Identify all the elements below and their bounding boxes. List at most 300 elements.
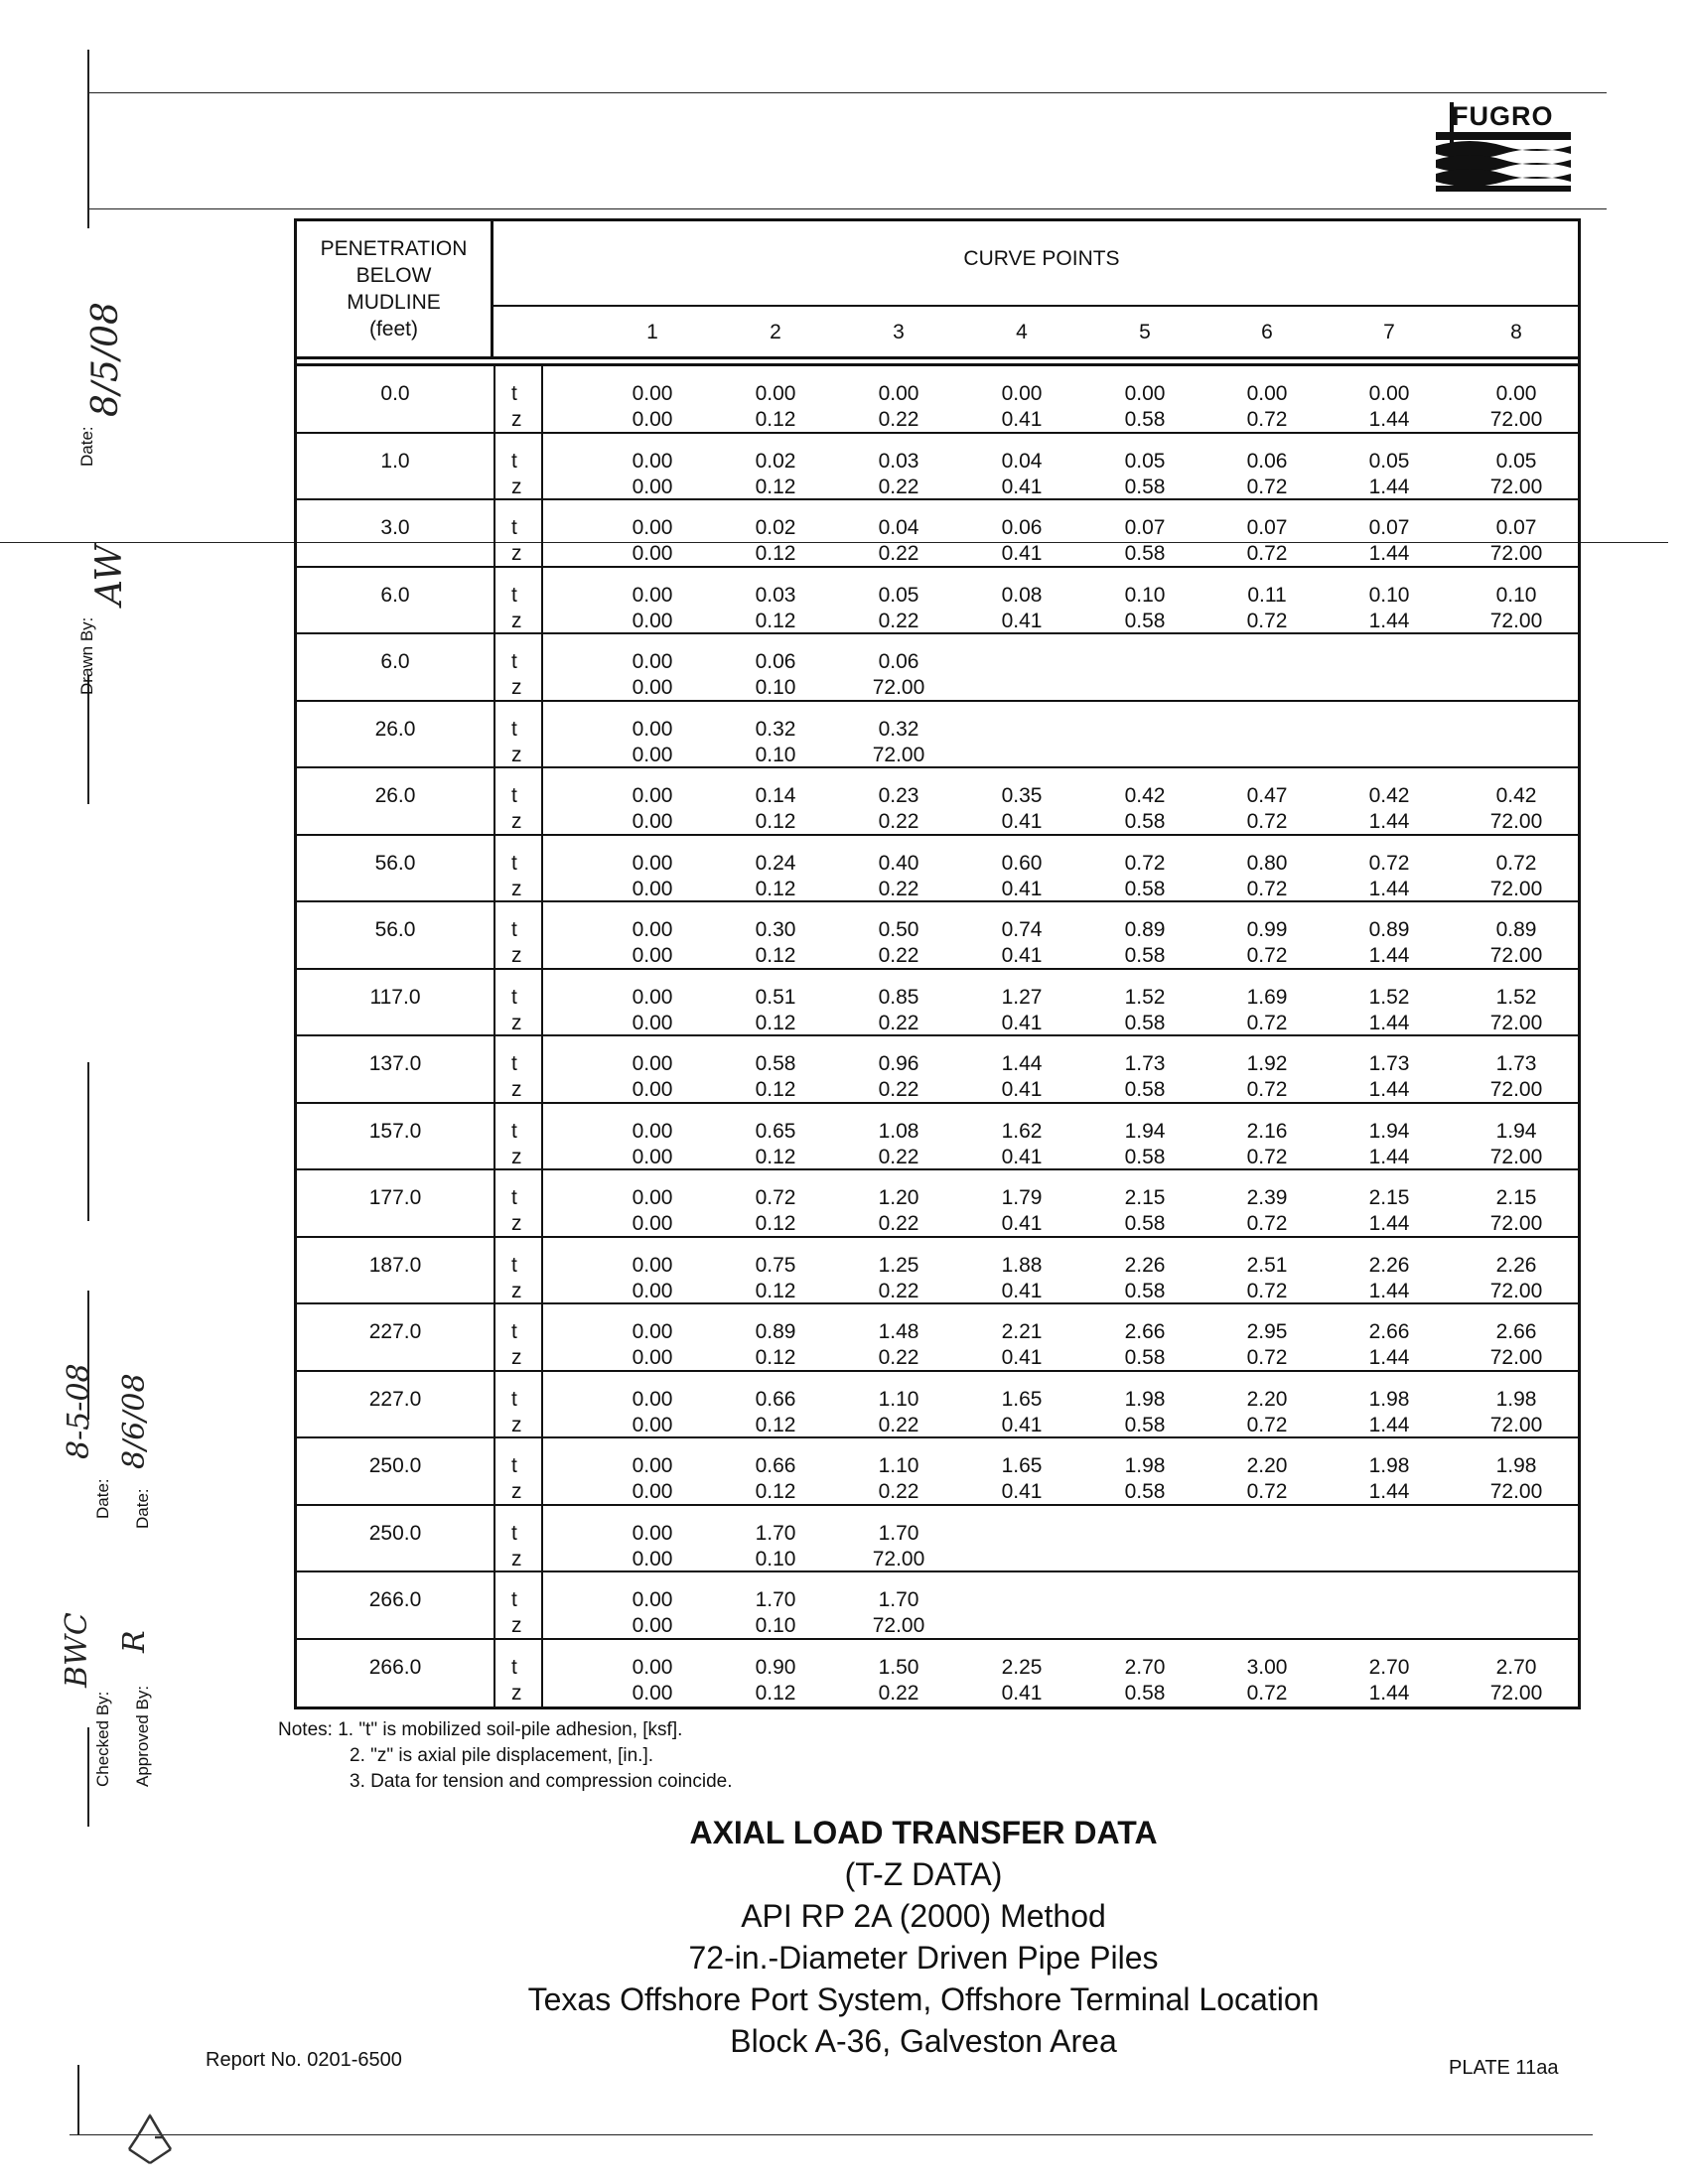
z-label: z — [511, 743, 522, 766]
t-value-cell: 2.66 — [1368, 1320, 1410, 1343]
t-value-cell: 1.10 — [878, 1454, 919, 1477]
title-line: Texas Offshore Port System, Offshore Terminal Location — [527, 1981, 1320, 2017]
z-value-cell: 72.00 — [872, 676, 925, 699]
z-value-cell: 0.58 — [1124, 944, 1166, 967]
z-label: z — [511, 475, 522, 498]
z-value-cell: 0.00 — [632, 1480, 673, 1503]
t-value-cell: 0.74 — [1001, 918, 1043, 941]
z-label: z — [511, 609, 522, 632]
penetration-value: 227.0 — [368, 1387, 422, 1411]
t-label: t — [511, 1119, 517, 1143]
title-line: (T-Z DATA) — [844, 1856, 1003, 1892]
point-number: 6 — [1261, 321, 1273, 343]
z-value-cell: 0.12 — [755, 475, 796, 498]
t-value-cell: 0.00 — [1495, 382, 1537, 405]
z-value-cell: 0.58 — [1124, 1279, 1166, 1302]
table-row — [297, 768, 1578, 836]
t-value-cell: 1.52 — [1124, 985, 1166, 1009]
t-value-cell: 0.00 — [632, 1119, 673, 1143]
z-label: z — [511, 1212, 522, 1235]
z-value-cell: 1.44 — [1368, 1279, 1410, 1302]
header-rule — [87, 208, 1607, 209]
t-label: t — [511, 1387, 517, 1411]
t-value-cell: 0.00 — [632, 1454, 673, 1477]
t-value-cell: 0.65 — [755, 1119, 796, 1143]
z-value-cell: 0.12 — [755, 609, 796, 632]
z-value-cell: 72.00 — [1489, 1212, 1543, 1235]
z-value-cell: 0.10 — [755, 1547, 796, 1570]
t-value-cell: 0.66 — [755, 1387, 796, 1411]
notes — [278, 1717, 733, 1795]
z-value-cell: 0.72 — [1246, 542, 1288, 565]
t-value-cell: 1.27 — [1001, 985, 1043, 1009]
z-value-cell: 72.00 — [1489, 1078, 1543, 1101]
z-value-cell: 1.44 — [1368, 609, 1410, 632]
t-label: t — [511, 985, 517, 1009]
z-value-cell: 0.10 — [755, 1614, 796, 1637]
t-value-cell: 0.72 — [1495, 851, 1537, 875]
z-value-cell: 72.00 — [1489, 609, 1543, 632]
t-value-cell: 0.03 — [755, 583, 796, 607]
z-value-cell: 0.12 — [755, 1480, 796, 1503]
t-value-cell: 0.04 — [1001, 449, 1043, 473]
z-value-cell: 0.72 — [1246, 1681, 1288, 1705]
z-value-cell: 1.44 — [1368, 1346, 1410, 1369]
penetration-value: 6.0 — [380, 650, 410, 673]
z-value-cell: 0.58 — [1124, 1413, 1166, 1436]
curve-points-header: CURVE POINTS — [963, 247, 1120, 270]
z-label: z — [511, 1078, 522, 1101]
t-value-cell: 2.26 — [1124, 1253, 1166, 1277]
point-number: 8 — [1510, 321, 1522, 343]
t-label: t — [511, 583, 517, 607]
margin-line-5 — [87, 1727, 89, 1827]
z-value-cell: 0.41 — [1001, 1279, 1043, 1302]
t-value-cell: 0.00 — [632, 1052, 673, 1075]
title-line: API RP 2A (2000) Method — [741, 1898, 1106, 1934]
table-row — [297, 902, 1578, 970]
z-value-cell: 0.58 — [1124, 475, 1166, 498]
z-value-cell: 0.41 — [1001, 1011, 1043, 1034]
margin-line-1 — [87, 50, 89, 228]
t-value-cell: 0.89 — [1495, 918, 1537, 941]
point-number: 4 — [1016, 321, 1028, 343]
z-value-cell: 0.58 — [1124, 1681, 1166, 1705]
z-value-cell: 1.44 — [1368, 542, 1410, 565]
penetration-value: 266.0 — [368, 1588, 422, 1611]
z-value-cell: 1.44 — [1368, 944, 1410, 967]
z-value-cell: 0.22 — [878, 1279, 919, 1302]
t-value-cell: 0.72 — [1124, 851, 1166, 875]
z-value-cell: 1.44 — [1368, 1145, 1410, 1168]
z-value-cell: 0.41 — [1001, 1681, 1043, 1705]
z-value-cell: 0.12 — [755, 944, 796, 967]
z-value-cell: 0.22 — [878, 810, 919, 833]
z-value-cell: 72.00 — [1489, 944, 1543, 967]
t-value-cell: 0.04 — [878, 516, 919, 539]
t-value-cell: 0.00 — [632, 717, 673, 741]
t-value-cell: 1.44 — [1001, 1052, 1043, 1075]
penetration-value: 3.0 — [380, 516, 410, 539]
t-value-cell: 2.21 — [1001, 1320, 1043, 1343]
z-label: z — [511, 542, 522, 565]
z-value-cell: 1.44 — [1368, 1078, 1410, 1101]
z-value-cell: 1.44 — [1368, 1413, 1410, 1436]
t-value-cell: 2.70 — [1124, 1655, 1166, 1679]
t-value-cell: 0.00 — [632, 650, 673, 673]
penetration-header-line: (feet) — [368, 318, 418, 341]
z-value-cell: 0.72 — [1246, 408, 1288, 431]
t-value-cell: 0.07 — [1495, 516, 1537, 539]
z-value-cell: 0.41 — [1001, 1078, 1043, 1101]
t-value-cell: 0.75 — [755, 1253, 796, 1277]
z-value-cell: 0.72 — [1246, 1078, 1288, 1101]
z-value-cell: 0.12 — [755, 408, 796, 431]
z-value-cell: 0.41 — [1001, 1413, 1043, 1436]
t-value-cell: 2.51 — [1246, 1253, 1288, 1277]
table-row — [297, 1104, 1578, 1171]
note-1: Notes: 1. "t" is mobilized soil-pile adhesion, [ksf]. — [278, 1719, 683, 1740]
z-value-cell: 0.00 — [632, 1279, 673, 1302]
t-label: t — [511, 650, 517, 673]
z-value-cell: 72.00 — [872, 1614, 925, 1637]
t-value-cell: 0.23 — [878, 784, 919, 807]
t-value-cell: 1.52 — [1368, 985, 1410, 1009]
t-value-cell: 0.42 — [1124, 784, 1166, 807]
margin-line-3 — [87, 1062, 89, 1221]
t-value-cell: 2.15 — [1495, 1186, 1537, 1209]
z-value-cell: 1.44 — [1368, 475, 1410, 498]
t-value-cell: 0.30 — [755, 918, 796, 941]
checked-by-label: Checked By: — [93, 1691, 112, 1787]
t-label: t — [511, 449, 517, 473]
t-value-cell: 0.05 — [1368, 449, 1410, 473]
z-value-cell: 0.72 — [1246, 1346, 1288, 1369]
t-value-cell: 1.73 — [1124, 1052, 1166, 1075]
t-value-cell: 1.73 — [1368, 1052, 1410, 1075]
t-value-cell: 0.42 — [1368, 784, 1410, 807]
z-label: z — [511, 877, 522, 900]
t-value-cell: 0.00 — [632, 918, 673, 941]
table-row — [297, 1438, 1578, 1506]
t-value-cell: 0.42 — [1495, 784, 1537, 807]
t-value-cell: 0.06 — [755, 650, 796, 673]
z-value-cell: 0.22 — [878, 1346, 919, 1369]
z-label: z — [511, 1480, 522, 1503]
t-label: t — [511, 1521, 517, 1545]
t-label: t — [511, 918, 517, 941]
t-value-cell: 1.70 — [878, 1521, 919, 1545]
t-value-cell: 1.65 — [1001, 1454, 1043, 1477]
penetration-header-line: BELOW — [355, 264, 432, 287]
penetration-value: 266.0 — [368, 1655, 422, 1679]
t-value-cell: 0.03 — [878, 449, 919, 473]
t-label: t — [511, 1320, 517, 1343]
t-value-cell: 1.79 — [1001, 1186, 1043, 1209]
z-value-cell: 0.58 — [1124, 1346, 1166, 1369]
t-value-cell: 0.80 — [1246, 851, 1288, 875]
z-value-cell: 0.41 — [1001, 810, 1043, 833]
date-signature-low: 8/6/08 — [117, 1373, 152, 1469]
z-value-cell: 0.00 — [632, 877, 673, 900]
t-value-cell: 2.66 — [1495, 1320, 1537, 1343]
header-divider — [494, 305, 1578, 307]
t-value-cell: 0.00 — [632, 1320, 673, 1343]
z-value-cell: 0.12 — [755, 1078, 796, 1101]
z-value-cell: 0.22 — [878, 1681, 919, 1705]
t-value-cell: 0.00 — [1368, 382, 1410, 405]
t-value-cell: 1.25 — [878, 1253, 919, 1277]
t-value-cell: 0.58 — [755, 1052, 796, 1075]
t-value-cell: 2.70 — [1495, 1655, 1537, 1679]
table-row — [297, 970, 1578, 1037]
t-value-cell: 0.00 — [632, 1253, 673, 1277]
z-value-cell: 0.10 — [755, 743, 796, 766]
penetration-value: 157.0 — [368, 1119, 422, 1143]
z-value-cell: 72.00 — [1489, 810, 1543, 833]
z-value-cell: 1.44 — [1368, 1212, 1410, 1235]
z-label: z — [511, 944, 522, 967]
z-value-cell: 1.44 — [1368, 877, 1410, 900]
t-value-cell: 0.00 — [632, 985, 673, 1009]
t-label: t — [511, 1253, 517, 1277]
t-value-cell: 1.70 — [755, 1521, 796, 1545]
table-row — [297, 1640, 1578, 1707]
t-value-cell: 0.66 — [755, 1454, 796, 1477]
t-value-cell: 2.70 — [1368, 1655, 1410, 1679]
t-value-cell: 0.85 — [878, 985, 919, 1009]
t-label: t — [511, 717, 517, 741]
date-signature-mid: 8-5-08 — [62, 1363, 96, 1459]
t-value-cell: 0.00 — [632, 583, 673, 607]
penetration-value: 56.0 — [374, 918, 416, 941]
z-value-cell: 0.22 — [878, 1413, 919, 1436]
z-value-cell: 0.12 — [755, 542, 796, 565]
z-value-cell: 0.58 — [1124, 1145, 1166, 1168]
t-label: t — [511, 851, 517, 875]
table-row — [297, 1238, 1578, 1305]
z-value-cell: 1.44 — [1368, 1480, 1410, 1503]
table-row — [297, 1170, 1578, 1238]
z-value-cell: 0.41 — [1001, 475, 1043, 498]
t-value-cell: 0.00 — [878, 382, 919, 405]
z-value-cell: 0.72 — [1246, 810, 1288, 833]
t-value-cell: 0.00 — [1001, 382, 1043, 405]
t-value-cell: 0.05 — [1124, 449, 1166, 473]
t-value-cell: 1.98 — [1368, 1454, 1410, 1477]
z-label: z — [511, 1413, 522, 1436]
table-row — [297, 1036, 1578, 1104]
t-value-cell: 2.66 — [1124, 1320, 1166, 1343]
t-label: t — [511, 784, 517, 807]
table-row — [297, 568, 1578, 635]
z-value-cell: 0.12 — [755, 1346, 796, 1369]
z-value-cell: 0.72 — [1246, 1011, 1288, 1034]
t-value-cell: 1.98 — [1124, 1387, 1166, 1411]
z-value-cell: 0.58 — [1124, 1078, 1166, 1101]
t-value-cell: 2.20 — [1246, 1454, 1288, 1477]
drawn-by-label: Drawn By: — [77, 616, 96, 695]
t-value-cell: 1.52 — [1495, 985, 1537, 1009]
z-value-cell: 0.00 — [632, 1547, 673, 1570]
z-value-cell: 0.10 — [755, 676, 796, 699]
z-value-cell: 0.22 — [878, 944, 919, 967]
table-row — [297, 434, 1578, 501]
t-value-cell: 1.62 — [1001, 1119, 1043, 1143]
t-value-cell: 0.05 — [1495, 449, 1537, 473]
penetration-value: 56.0 — [374, 851, 416, 875]
t-value-cell: 0.10 — [1495, 583, 1537, 607]
t-value-cell: 1.73 — [1495, 1052, 1537, 1075]
z-value-cell: 0.22 — [878, 1078, 919, 1101]
t-value-cell: 0.00 — [632, 1588, 673, 1611]
t-value-cell: 0.00 — [632, 1186, 673, 1209]
table-row — [297, 836, 1578, 903]
t-value-cell: 0.00 — [632, 449, 673, 473]
t-value-cell: 0.72 — [755, 1186, 796, 1209]
z-value-cell: 0.58 — [1124, 542, 1166, 565]
z-value-cell: 0.00 — [632, 609, 673, 632]
z-label: z — [511, 1346, 522, 1369]
t-value-cell: 1.88 — [1001, 1253, 1043, 1277]
z-value-cell: 0.58 — [1124, 1480, 1166, 1503]
checked-by-signature: BWC — [60, 1612, 94, 1688]
z-value-cell: 0.12 — [755, 1279, 796, 1302]
z-label: z — [511, 408, 522, 431]
t-value-cell: 1.92 — [1246, 1052, 1288, 1075]
t-value-cell: 2.26 — [1368, 1253, 1410, 1277]
penetration-value: 250.0 — [368, 1454, 422, 1477]
t-value-cell: 0.96 — [878, 1052, 919, 1075]
z-label: z — [511, 1279, 522, 1302]
z-value-cell: 72.00 — [872, 1547, 925, 1570]
t-value-cell: 1.98 — [1124, 1454, 1166, 1477]
z-value-cell: 72.00 — [1489, 1681, 1543, 1705]
z-value-cell: 0.12 — [755, 1145, 796, 1168]
z-value-cell: 1.44 — [1368, 408, 1410, 431]
t-value-cell: 0.02 — [755, 449, 796, 473]
z-label: z — [511, 810, 522, 833]
table-row — [297, 702, 1578, 769]
title-line: 72-in.-Diameter Driven Pipe Piles — [688, 1940, 1159, 1976]
t-value-cell: 2.20 — [1246, 1387, 1288, 1411]
z-value-cell: 0.58 — [1124, 609, 1166, 632]
t-label: t — [511, 382, 517, 405]
t-value-cell: 0.07 — [1246, 516, 1288, 539]
penetration-header-line: MUDLINE — [347, 291, 441, 314]
t-value-cell: 3.00 — [1246, 1655, 1288, 1679]
t-value-cell: 1.70 — [878, 1588, 919, 1611]
z-value-cell: 0.22 — [878, 609, 919, 632]
t-value-cell: 0.00 — [632, 1521, 673, 1545]
z-label: z — [511, 1145, 522, 1168]
title-block — [357, 1812, 1489, 2062]
penetration-value: 0.0 — [380, 382, 410, 405]
penetration-value: 227.0 — [368, 1320, 422, 1343]
t-value-cell: 0.07 — [1124, 516, 1166, 539]
z-value-cell: 1.44 — [1368, 810, 1410, 833]
t-value-cell: 2.39 — [1246, 1186, 1288, 1209]
recycle-icon — [115, 2110, 185, 2169]
z-value-cell: 0.00 — [632, 1681, 673, 1705]
t-value-cell: 0.10 — [1124, 583, 1166, 607]
t-value-cell: 2.95 — [1246, 1320, 1288, 1343]
table-row — [297, 1304, 1578, 1372]
z-value-cell: 0.12 — [755, 1011, 796, 1034]
z-value-cell: 0.12 — [755, 877, 796, 900]
header-double-rule — [297, 356, 1578, 366]
z-value-cell: 72.00 — [1489, 1413, 1543, 1436]
z-value-cell: 0.58 — [1124, 1011, 1166, 1034]
t-value-cell: 0.10 — [1368, 583, 1410, 607]
logo-text: FUGRO — [1452, 101, 1554, 131]
t-value-cell: 0.00 — [1246, 382, 1288, 405]
t-value-cell: 1.98 — [1368, 1387, 1410, 1411]
t-value-cell: 1.70 — [755, 1588, 796, 1611]
z-value-cell: 0.12 — [755, 1212, 796, 1235]
t-value-cell: 0.90 — [755, 1655, 796, 1679]
date-label-top: Date: — [77, 426, 96, 467]
z-value-cell: 0.00 — [632, 1078, 673, 1101]
t-value-cell: 1.94 — [1368, 1119, 1410, 1143]
z-label: z — [511, 676, 522, 699]
z-value-cell: 0.72 — [1246, 1145, 1288, 1168]
penetration-value: 26.0 — [374, 717, 416, 741]
z-value-cell: 0.00 — [632, 1011, 673, 1034]
bottom-rule — [70, 2134, 1593, 2135]
t-value-cell: 0.00 — [632, 1387, 673, 1411]
z-value-cell: 0.41 — [1001, 609, 1043, 632]
z-value-cell: 0.41 — [1001, 877, 1043, 900]
z-value-cell: 72.00 — [872, 743, 925, 766]
penetration-value: 26.0 — [374, 784, 416, 807]
z-value-cell: 0.41 — [1001, 1480, 1043, 1503]
z-value-cell: 0.00 — [632, 408, 673, 431]
z-value-cell: 0.22 — [878, 475, 919, 498]
z-value-cell: 0.41 — [1001, 1145, 1043, 1168]
z-value-cell: 0.41 — [1001, 944, 1043, 967]
penetration-value: 177.0 — [368, 1186, 422, 1209]
penetration-header-line: PENETRATION — [320, 237, 468, 260]
t-value-cell: 0.50 — [878, 918, 919, 941]
z-label: z — [511, 1614, 522, 1637]
t-value-cell: 1.94 — [1495, 1119, 1537, 1143]
z-value-cell: 72.00 — [1489, 1011, 1543, 1034]
point-number: 5 — [1139, 321, 1151, 343]
t-value-cell: 2.16 — [1246, 1119, 1288, 1143]
z-value-cell: 0.12 — [755, 1681, 796, 1705]
z-value-cell: 0.72 — [1246, 1279, 1288, 1302]
t-value-cell: 0.89 — [1368, 918, 1410, 941]
z-value-cell: 0.41 — [1001, 408, 1043, 431]
t-value-cell: 1.98 — [1495, 1387, 1537, 1411]
approved-by-signature: R — [117, 1630, 152, 1653]
t-value-cell: 1.50 — [878, 1655, 919, 1679]
penetration-value: 250.0 — [368, 1521, 422, 1545]
z-value-cell: 0.22 — [878, 1145, 919, 1168]
penetration-value: 6.0 — [380, 583, 410, 607]
t-value-cell: 0.07 — [1368, 516, 1410, 539]
z-value-cell: 0.72 — [1246, 877, 1288, 900]
t-value-cell: 0.00 — [632, 1655, 673, 1679]
z-value-cell: 0.12 — [755, 1413, 796, 1436]
t-value-cell: 0.89 — [755, 1320, 796, 1343]
z-value-cell: 0.22 — [878, 877, 919, 900]
z-value-cell: 0.22 — [878, 1480, 919, 1503]
plate-number: PLATE 11aa — [1449, 2057, 1559, 2079]
penetration-value: 137.0 — [368, 1052, 422, 1075]
t-value-cell: 0.24 — [755, 851, 796, 875]
